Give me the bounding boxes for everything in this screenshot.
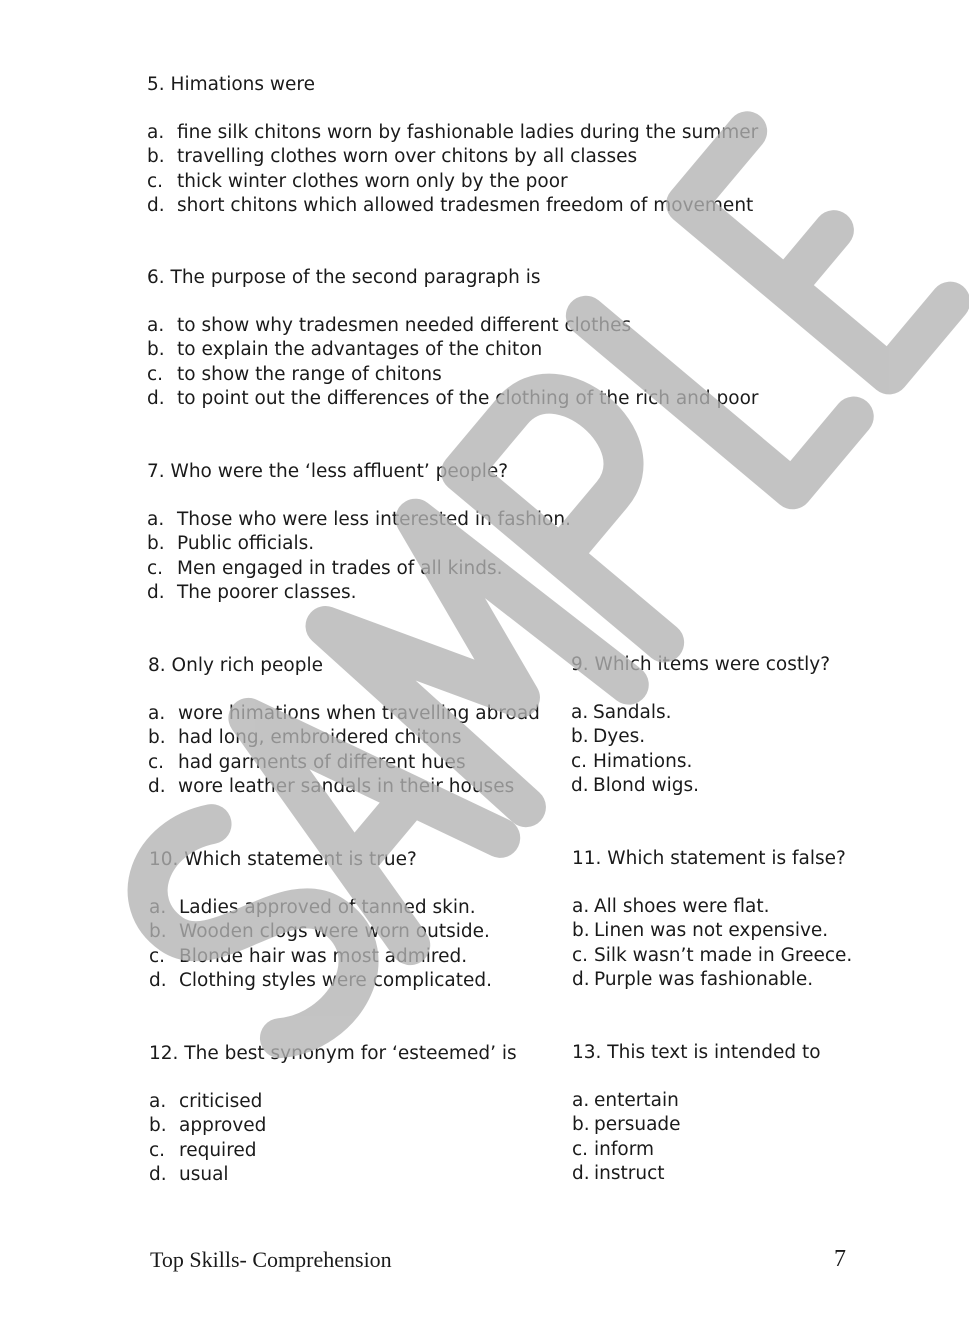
option-letter: c. xyxy=(149,1139,166,1161)
option-letter: d. xyxy=(572,1162,590,1184)
answer-option xyxy=(572,919,852,943)
answer-option xyxy=(147,557,571,581)
option-letter: c. xyxy=(147,557,164,579)
option-text: The poorer classes. xyxy=(177,581,357,603)
question-stem: 5. Himations were xyxy=(147,74,315,95)
option-text: Blonde hair was most admired. xyxy=(179,945,468,967)
option-letter: c. xyxy=(572,944,589,966)
option-letter: c. xyxy=(571,750,588,772)
answer-option xyxy=(149,920,492,944)
answer-option xyxy=(148,702,540,726)
answer-option xyxy=(571,701,830,725)
option-text: thick winter clothes worn only by the poor xyxy=(177,170,568,192)
question-6 xyxy=(147,266,759,411)
answer-option xyxy=(149,1163,517,1187)
answer-option xyxy=(571,774,830,798)
option-text: wore himations when travelling abroad xyxy=(178,703,540,725)
option-letter: d. xyxy=(147,581,165,603)
question-8 xyxy=(148,654,540,799)
option-letter: c. xyxy=(572,1138,589,1160)
answer-option xyxy=(572,1113,821,1137)
option-text: Linen was not expensive. xyxy=(594,920,829,942)
option-text: criticised xyxy=(179,1091,263,1113)
option-letter: d. xyxy=(572,968,590,990)
option-letter: a. xyxy=(148,703,166,725)
option-text: to explain the advantages of the chiton xyxy=(177,339,543,361)
question-stem: 7. Who were the ‘less affluent’ people? xyxy=(147,461,509,482)
option-letter: b. xyxy=(147,533,165,555)
option-text: to show why tradesmen needed different clothes xyxy=(177,315,632,337)
answer-option xyxy=(148,775,540,799)
answer-option xyxy=(149,1114,517,1138)
answer-option xyxy=(147,170,758,194)
option-letter: d. xyxy=(147,194,165,216)
answer-option xyxy=(572,895,852,919)
answer-option xyxy=(571,725,830,749)
option-text: entertain xyxy=(594,1090,679,1112)
option-text: Sandals. xyxy=(593,702,672,724)
answer-option xyxy=(149,896,492,920)
answer-option xyxy=(147,508,571,532)
answer-option xyxy=(148,726,540,750)
option-letter: c. xyxy=(147,170,164,192)
option-text: had garments of different hues xyxy=(178,751,466,773)
option-letter: d. xyxy=(148,775,166,797)
option-text: to show the range of chitons xyxy=(177,363,442,385)
question-stem: 8. Only rich people xyxy=(148,655,324,676)
answer-option xyxy=(149,969,492,993)
option-letter: a. xyxy=(147,509,165,531)
answer-option xyxy=(147,145,758,169)
option-letter: d. xyxy=(149,969,167,991)
option-text: Ladies approved of tanned skin. xyxy=(179,897,476,919)
answer-option xyxy=(572,1162,821,1186)
question-10 xyxy=(149,848,492,993)
option-text: instruct xyxy=(594,1162,665,1184)
option-text: Wooden clogs were worn outside. xyxy=(179,921,490,943)
option-text: Clothing styles were complicated. xyxy=(179,969,493,991)
option-text: persuade xyxy=(594,1114,681,1136)
option-text: fine silk chitons worn by fashionable ladies during the summer xyxy=(177,122,759,144)
answer-option xyxy=(147,387,759,411)
page-number: 7 xyxy=(834,1246,846,1272)
option-text: Himations. xyxy=(593,750,693,772)
answer-option xyxy=(147,194,758,218)
option-text: inform xyxy=(594,1138,654,1160)
option-letter: a. xyxy=(572,896,590,918)
option-text: travelling clothes worn over chitons by all classes xyxy=(177,146,638,168)
option-text: short chitons which allowed tradesmen freedom of movement xyxy=(177,194,754,216)
answer-option xyxy=(572,944,852,968)
option-text: Purple was fashionable. xyxy=(594,968,814,990)
option-letter: b. xyxy=(147,339,165,361)
answer-option xyxy=(147,581,571,605)
answer-option xyxy=(147,121,758,145)
question-stem: 12. The best synonym for ‘esteemed’ is xyxy=(149,1043,517,1064)
answer-option xyxy=(571,750,830,774)
question-7 xyxy=(147,460,571,605)
question-stem: 13. This text is intended to xyxy=(572,1042,821,1063)
footer-title: Top Skills- Comprehension xyxy=(150,1247,392,1272)
question-13 xyxy=(572,1041,821,1186)
option-letter: b. xyxy=(572,920,590,942)
question-stem: 9. Which items were costly? xyxy=(571,654,831,675)
option-text: Public officials. xyxy=(177,533,315,555)
option-letter: b. xyxy=(149,921,167,943)
option-text: usual xyxy=(179,1163,229,1185)
option-letter: c. xyxy=(149,945,166,967)
option-letter: a. xyxy=(149,1091,167,1113)
option-letter: d. xyxy=(147,387,165,409)
option-letter: a. xyxy=(572,1090,590,1112)
option-letter: d. xyxy=(149,1163,167,1185)
option-letter: a. xyxy=(147,122,165,144)
question-5 xyxy=(147,73,758,218)
option-letter: c. xyxy=(147,363,164,385)
option-text: Silk wasn’t made in Greece. xyxy=(594,944,853,966)
answer-option xyxy=(147,338,759,362)
option-text: All shoes were flat. xyxy=(594,896,770,918)
option-letter: a. xyxy=(149,897,167,919)
answer-option xyxy=(148,751,540,775)
answer-option xyxy=(149,1139,517,1163)
option-text: required xyxy=(179,1139,257,1161)
answer-option xyxy=(572,968,852,992)
option-text: wore leather sandals in their houses xyxy=(178,775,515,797)
option-letter: b. xyxy=(148,727,166,749)
option-text: to point out the differences of the clothing of the rich and poor xyxy=(177,387,759,409)
question-stem: 11. Which statement is false? xyxy=(572,848,846,869)
answer-option xyxy=(147,363,759,387)
option-letter: c. xyxy=(148,751,165,773)
answer-option xyxy=(147,314,759,338)
question-12 xyxy=(149,1042,517,1187)
option-letter: a. xyxy=(571,702,589,724)
answer-option xyxy=(149,1090,517,1114)
option-text: Those who were less interested in fashion. xyxy=(177,509,571,531)
answer-option xyxy=(572,1089,821,1113)
option-letter: b. xyxy=(572,1114,590,1136)
option-letter: b. xyxy=(149,1115,167,1137)
option-letter: a. xyxy=(147,315,165,337)
question-11 xyxy=(572,847,852,992)
option-text: approved xyxy=(179,1115,267,1137)
question-stem: 10. Which statement is true? xyxy=(149,849,417,870)
question-9 xyxy=(571,653,830,798)
option-letter: d. xyxy=(571,774,589,796)
option-letter: b. xyxy=(147,146,165,168)
option-text: had long, embroidered chitons xyxy=(178,727,462,749)
option-letter: b. xyxy=(571,726,589,748)
option-text: Dyes. xyxy=(593,726,646,748)
question-stem: 6. The purpose of the second paragraph is xyxy=(147,267,541,288)
answer-option xyxy=(149,945,492,969)
answer-option xyxy=(572,1138,821,1162)
option-text: Blond wigs. xyxy=(593,774,700,796)
answer-option xyxy=(147,532,571,556)
option-text: Men engaged in trades of all kinds. xyxy=(177,557,503,579)
